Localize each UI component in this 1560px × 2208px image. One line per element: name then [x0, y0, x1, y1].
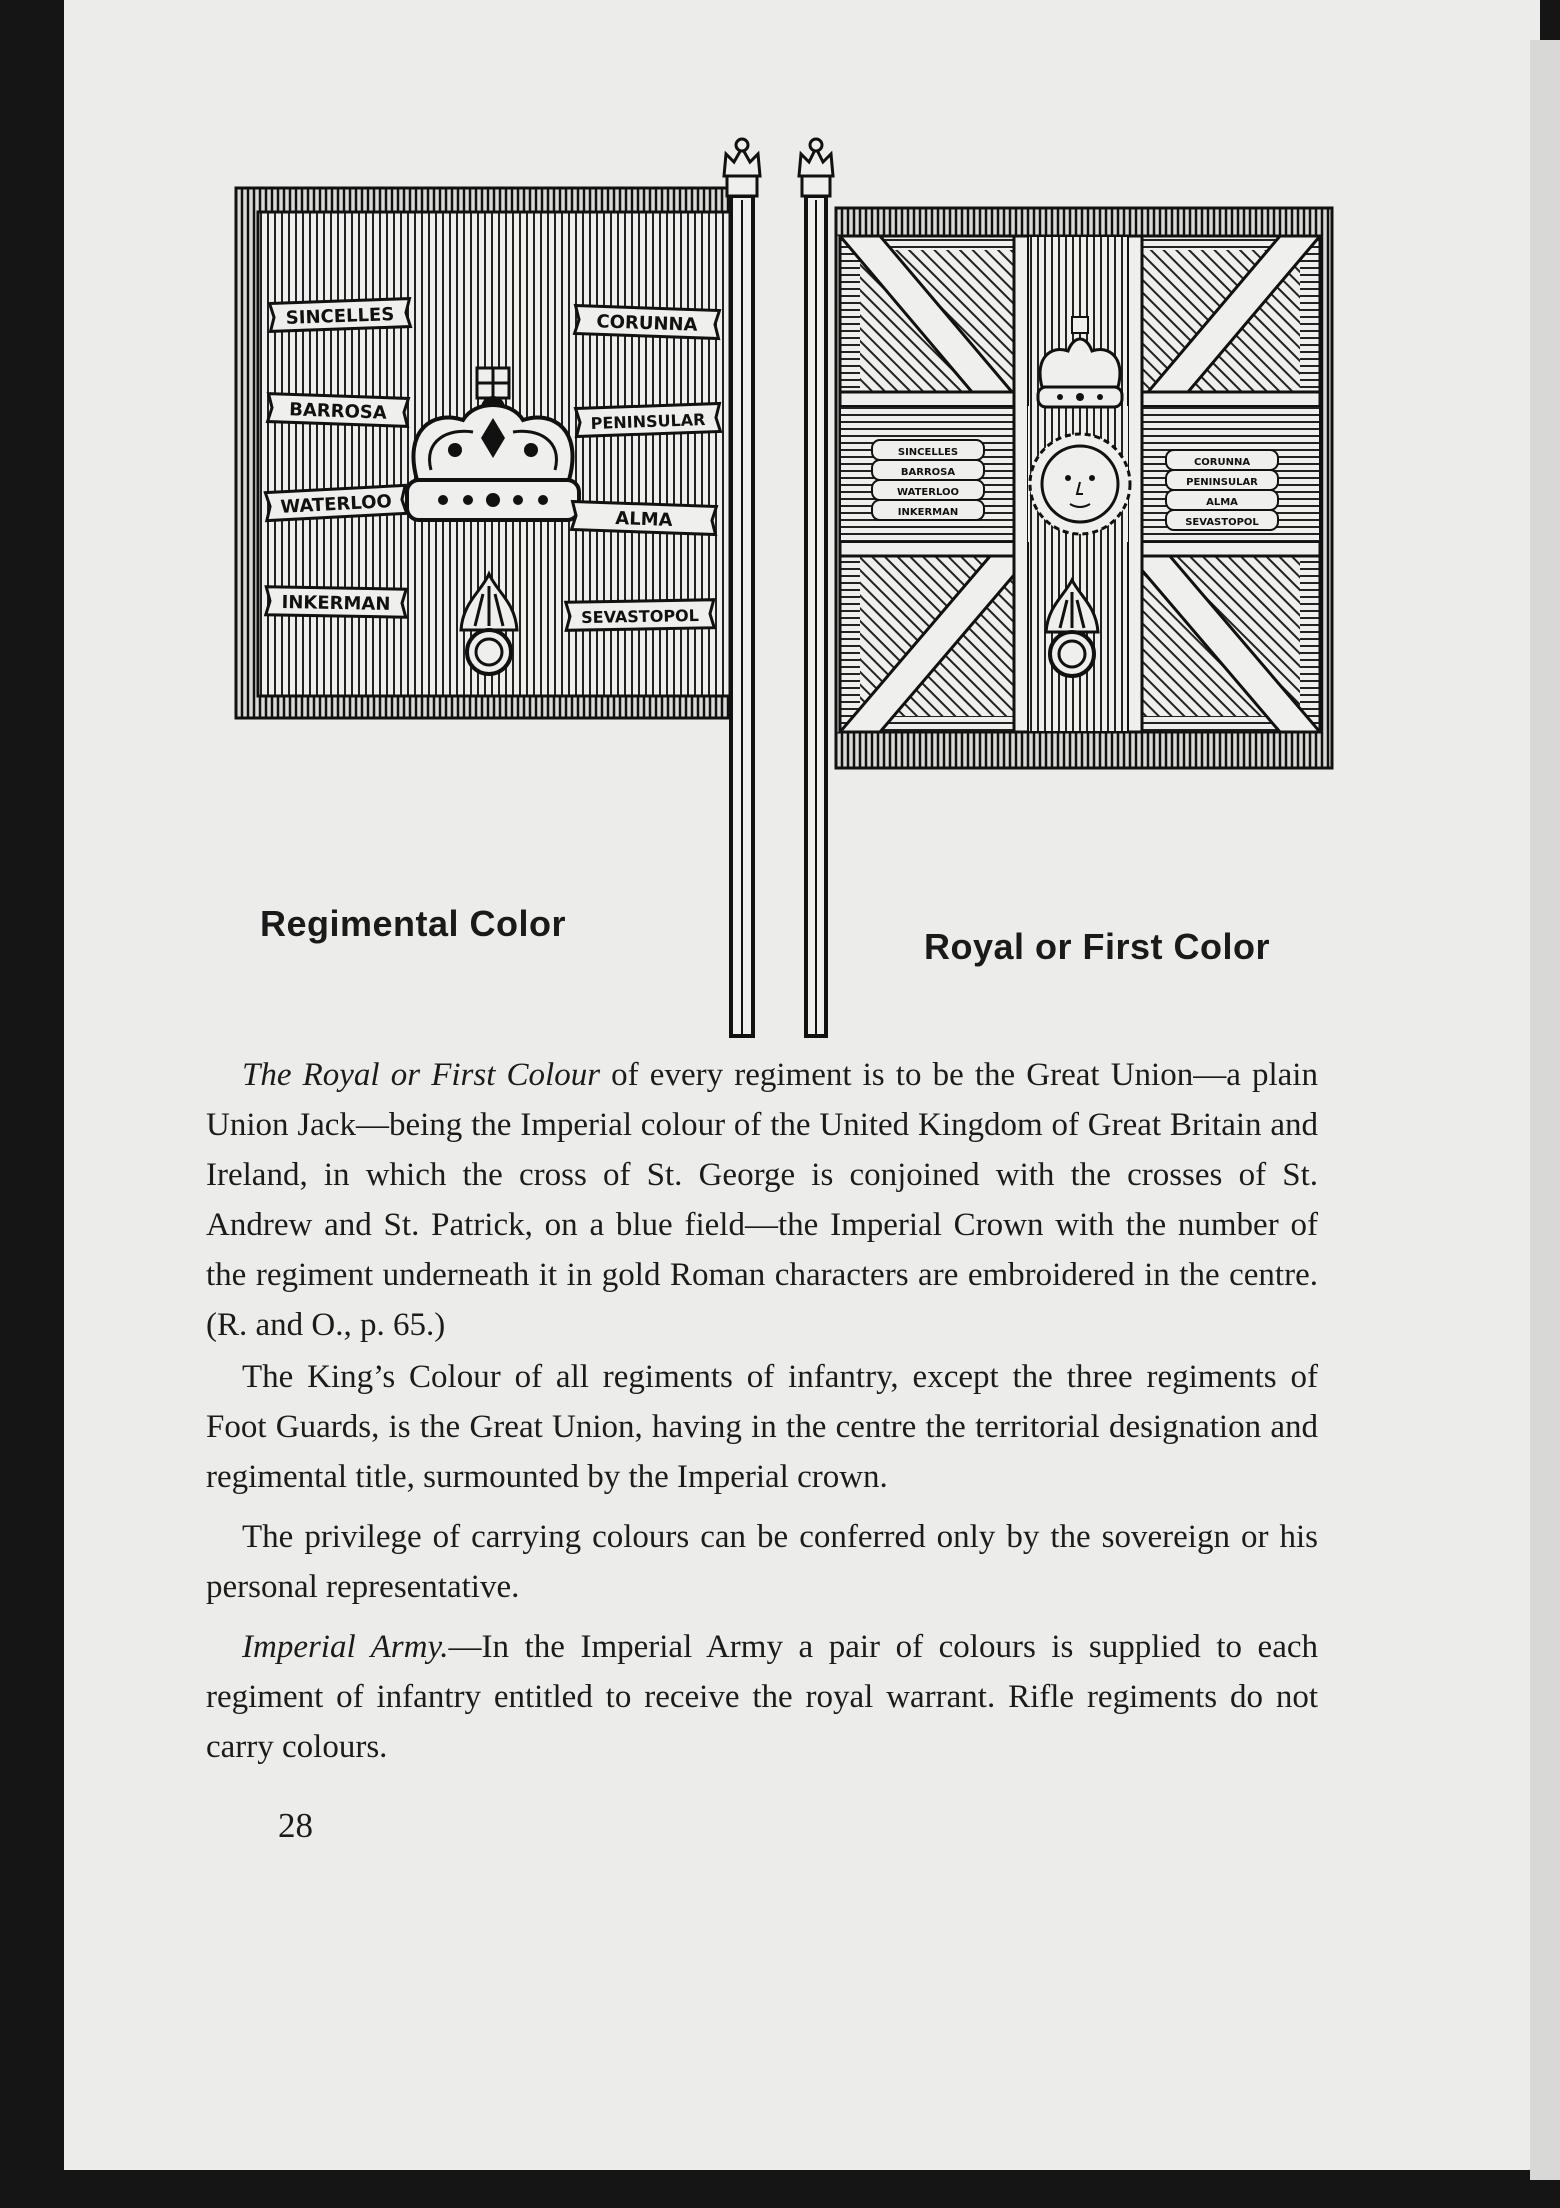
regimental-scroll-2: BARROSA: [288, 399, 388, 424]
royal-scroll-5: CORUNNA: [1193, 457, 1251, 468]
royal-color-caption: Royal or First Color: [924, 926, 1271, 967]
paragraph-text: —In the Imperial Army a pair of colours is supplied to each regiment of infantry entitled to receive the royal warrant. Rifle regiments do not carry colours.: [206, 1629, 1318, 1765]
royal-scroll-6: PENINSULAR: [1186, 477, 1258, 488]
royal-scroll-4: INKERMAN: [897, 507, 959, 518]
body-text: [206, 1050, 1318, 1772]
royal-left-scrolls: [872, 440, 984, 520]
paragraph-text: of every regiment is to be the Great Union—a plain Union Jack—being the Imperial colour of the United Kingdom of Great Britain and Ireland, in which the cross of St. George is conjoined with the crosses of St. Andrew and St. Patrick, on a blue field—the Imperial Crown with the number of the regiment underneath it in gold Roman characters are embroidered in the centre. (R. and O., p. 65.): [206, 1057, 1318, 1343]
paragraph-privilege: [206, 1512, 1318, 1612]
royal-right-scrolls: [1166, 450, 1278, 530]
paragraph-text: The King’s Colour of all regiments of infantry, except the three regiments of Foot Guards, is the Great Union, having in the centre the territorial designation and regimental title, surmounted by the Imperial crown.: [206, 1359, 1318, 1495]
flags-illustration: [0, 0, 1560, 1060]
paragraph-royal-colour: [206, 1050, 1318, 1350]
royal-scroll-1: SINCELLES: [897, 447, 959, 458]
regimental-scroll-3: WATERLOO: [279, 491, 393, 518]
paragraph-kings-colour: [206, 1352, 1318, 1502]
page-number: 28: [278, 1806, 313, 1845]
royal-color-flag: [836, 208, 1332, 768]
regimental-scroll-6: PENINSULAR: [590, 410, 706, 433]
regimental-scroll-8: SEVASTOPOL: [581, 605, 700, 628]
regimental-color-caption: Regimental Color: [260, 903, 567, 944]
royal-scroll-7: ALMA: [1206, 497, 1238, 508]
regimental-scroll-7: ALMA: [614, 508, 673, 531]
sun-emblem-icon: [1030, 434, 1130, 534]
regimental-color-flag: [236, 188, 734, 718]
regimental-flag-pole: [724, 139, 760, 1036]
paragraph-lead: The Royal or First Colour: [242, 1057, 601, 1093]
royal-scroll-8: SEVASTOPOL: [1185, 517, 1259, 528]
royal-scroll-3: WATERLOO: [897, 487, 959, 498]
regimental-scroll-5: CORUNNA: [596, 311, 698, 336]
regimental-scroll-1: SINCELLES: [285, 304, 395, 329]
royal-flag-pole: [799, 139, 833, 1036]
paragraph-text: The privilege of carrying colours can be conferred only by the sovereign or his personal representative.: [206, 1519, 1318, 1605]
paragraph-imperial-army: [206, 1622, 1318, 1772]
regimental-scroll-4: INKERMAN: [281, 592, 391, 615]
royal-scroll-2: BARROSA: [900, 467, 956, 478]
paragraph-lead: Imperial Army.: [242, 1629, 449, 1665]
